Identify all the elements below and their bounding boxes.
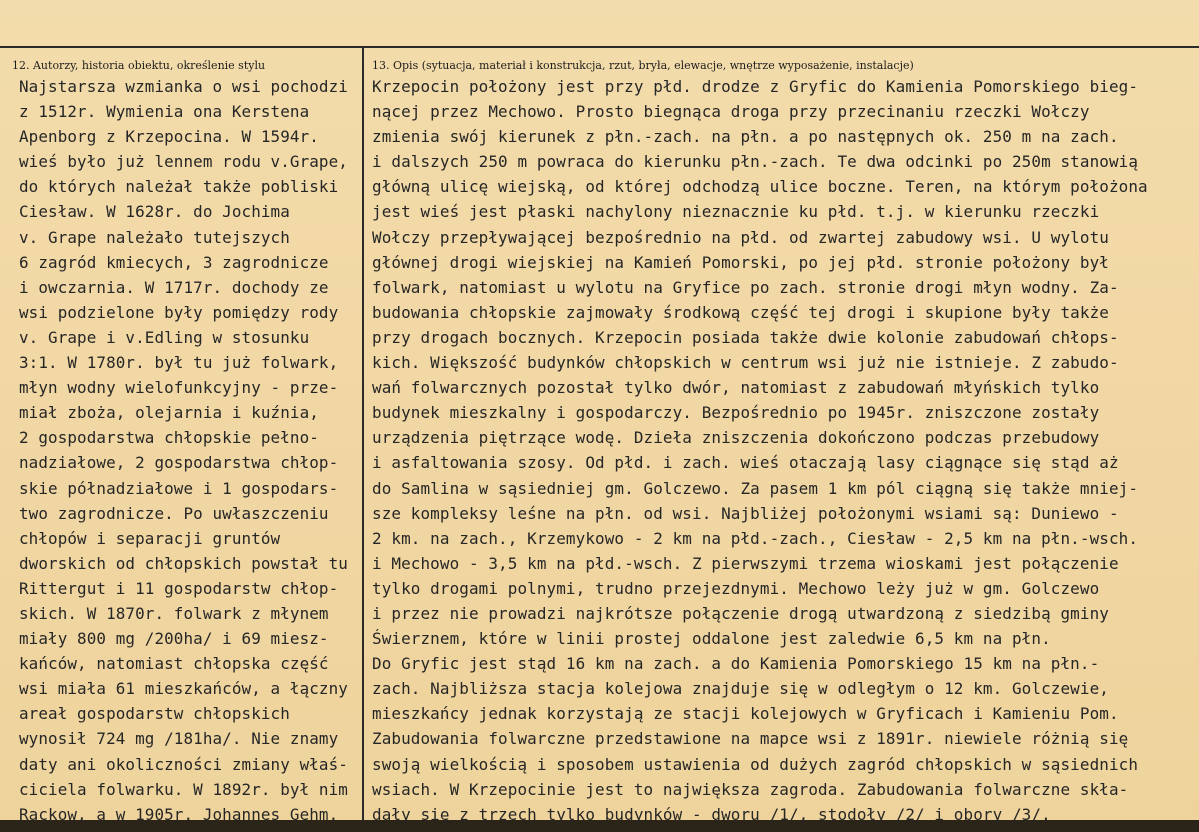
description-text-line: folwark, natomiast u wylotu na Gryfice po zach. stronie drogi młyn wodny. Za- (372, 277, 1119, 297)
description-text-line: zach. Najbliższa stacja kolejowa znajduje się w odległym o 12 km. Golczewie, (372, 679, 1109, 699)
history-text-line: 3:1. W 1780r. był tu już folwark, (19, 353, 339, 373)
history-text-line: 6 zagród kmiecych, 3 zagrodnicze (19, 252, 329, 272)
description-text-line: tylko drogami polnymi, trudno przejezdnymi. Mechowo leży już w gm. Golczewo (372, 578, 1100, 598)
history-text-line: 2 gospodarstwa chłopskie pełno- (19, 428, 319, 448)
description-text-line: Do Gryfic jest stąd 16 km na zach. a do Kamienia Pomorskiego 15 km na płn.- (372, 654, 1100, 674)
history-text-line: z 1512r. Wymienia ona Kerstena (19, 102, 310, 122)
history-text-line: młyn wodny wielofunkcyjny - prze- (19, 378, 339, 398)
history-text-line: kańców, natomiast chłopska część (19, 654, 329, 674)
history-text-line: wieś było już lennem rodu v.Grape, (19, 152, 348, 172)
history-text-line: Apenborg z Krzepocina. W 1594r. (19, 127, 319, 147)
description-text-line: i Mechowo - 3,5 km na płd.-wsch. Z pierwszymi trzema wioskami jest połączenie (372, 553, 1119, 573)
history-text-line: do których należał także pobliski (19, 177, 339, 197)
description-text-line: jest wieś jest płaski nachylony nieznacznie ku płd. t.j. w kierunku rzeczki (372, 202, 1100, 222)
description-text-line: Krzepocin położony jest przy płd. drodze z Gryfic do Kamienia Pomorskiego bieg- (372, 77, 1139, 96)
history-text-line: ciciela folwarku. W 1892r. był nim (19, 779, 348, 799)
description-text-line: wań folwarcznych pozostał tylko dwór, natomiast z zabudowań młyńskich tylko (372, 378, 1100, 398)
history-text-line: miał zboża, olejarnia i kuźnia, (19, 403, 319, 423)
history-text-line: skie półnadziałowe i 1 gospodars- (19, 478, 339, 498)
top-divider-line (0, 46, 1199, 48)
description-text-line: dały się z trzech tylko budynków - dworu /1/, stodoły /2/ i obory /3/. (372, 804, 1051, 824)
section-12-header: 12. Autorzy, historia obiektu, określenie stylu (12, 59, 266, 72)
description-column (372, 74, 1187, 827)
description-text-line: do Samlina w sąsiedniej gm. Golczewo. Za pasem 1 km pól ciągną się także mniej- (372, 478, 1139, 498)
description-text-line: sze kompleksy leśne na płn. od wsi. Najbliżej położonymi wsiami są: Duniewo - (372, 503, 1119, 523)
description-text-line: i dalszych 250 m powraca do kierunku płn.-zach. Te dwa odcinki po 250m stanowią (372, 152, 1139, 172)
history-text-line: Ciesław. W 1628r. do Jochima (19, 202, 290, 222)
description-text-line: zmienia swój kierunek z płn.-zach. na płn. a po następnych ok. 250 m na zach. (372, 127, 1119, 147)
description-text-line: główną ulicę wiejską, od której odchodzą ulice boczne. Teren, na którym położona (372, 177, 1148, 197)
history-text-line: daty ani okoliczności zmiany właś- (19, 754, 348, 774)
history-text-line: v. Grape i v.Edling w stosunku (19, 327, 310, 347)
section-13-header: 13. Opis (sytuacja, materiał i konstrukcja, rzut, bryła, elewacje, wnętrze wyposażenie, instalacje) (372, 59, 914, 72)
description-text-line: budynek mieszkalny i gospodarczy. Bezpośrednio po 1945r. zniszczone zostały (372, 403, 1100, 423)
description-text-line: głównej drogi wiejskiej na Kamień Pomorski, po jej płd. stronie położony był (372, 252, 1109, 272)
history-text-line: dworskich od chłopskich powstał tu (19, 553, 348, 573)
history-text-line: wsi podzielone były pomiędzy rody (19, 302, 339, 322)
history-text-line: i owczarnia. W 1717r. dochody ze (19, 277, 329, 297)
history-text-line: two zagrodnicze. Po uwłaszczeniu (19, 503, 329, 523)
description-text-line: kich. Większość budynków chłopskich w centrum wsi już nie istnieje. Z zabudo- (372, 353, 1119, 373)
history-text-line: Najstarsza wzmianka o wsi pochodzi (19, 77, 348, 96)
description-text-line: i przez nie prowadzi najkrótsze połączenie drogą utwardzoną z siedzibą gminy (372, 603, 1109, 623)
column-divider-line (362, 46, 364, 822)
history-text-line: areał gospodarstw chłopskich (19, 704, 290, 724)
history-text-line: wsi miała 61 mieszkańców, a łączny (19, 679, 348, 699)
description-text-line: swoją wielkością i sposobem ustawienia od dużych zagród chłopskich w sąsiednich (372, 754, 1139, 774)
description-text-line: Zabudowania folwarczne przedstawione na mapce wsi z 1891r. niewiele różnią się (372, 729, 1129, 749)
description-text-line: urządzenia piętrzące wodę. Dzieła zniszczenia dokończono podczas przebudowy (372, 428, 1100, 448)
history-text-line: nadziałowe, 2 gospodarstwa chłop- (19, 453, 339, 473)
description-text-line: Wołczy przepływającej bezpośrednio na płd. od zwartej zabudowy wsi. U wylotu (372, 227, 1109, 247)
history-text-line: Rittergut i 11 gospodarstw chłop- (19, 578, 339, 598)
description-text-line: wsiach. W Krzepocinie jest to największa zagroda. Zabudowania folwarczne skła- (372, 779, 1129, 799)
description-text-line: przy drogach bocznych. Krzepocin posiada także dwie kolonie zabudowań chłops- (372, 327, 1119, 347)
description-text-line: 2 km. na zach., Krzemykowo - 2 km na płd.-zach., Ciesław - 2,5 km na płn.-wsch. (372, 528, 1139, 548)
description-text-line: mieszkańcy jednak korzystają ze stacji kolejowych w Gryficach i Kamieniu Pom. (372, 704, 1119, 724)
history-text-line: Rackow, a w 1905r. Johannes Gehm. (19, 804, 339, 824)
description-text-line: Świerznem, które w linii prostej oddalone jest zaledwie 6,5 km na płn. (372, 629, 1051, 649)
history-text-line: miały 800 mg /200ha/ i 69 miesz- (19, 629, 329, 649)
history-text-line: chłopów i separacji gruntów (19, 528, 281, 548)
description-text-line: budowania chłopskie zajmowały środkową część tej drogi i skupione były także (372, 302, 1109, 322)
history-text-line: wynosił 724 mg /181ha/. Nie znamy (19, 729, 339, 749)
history-column (19, 74, 359, 827)
history-text-line: v. Grape należało tutejszych (19, 227, 290, 247)
description-text-line: i asfaltowania szosy. Od płd. i zach. wieś otaczają lasy ciągnące się stąd aż (372, 453, 1119, 473)
description-text-line: nącej przez Mechowo. Prosto biegnąca droga przy przecinaniu rzeczki Wołczy (372, 102, 1090, 122)
history-text-line: skich. W 1870r. folwark z młynem (19, 603, 329, 623)
